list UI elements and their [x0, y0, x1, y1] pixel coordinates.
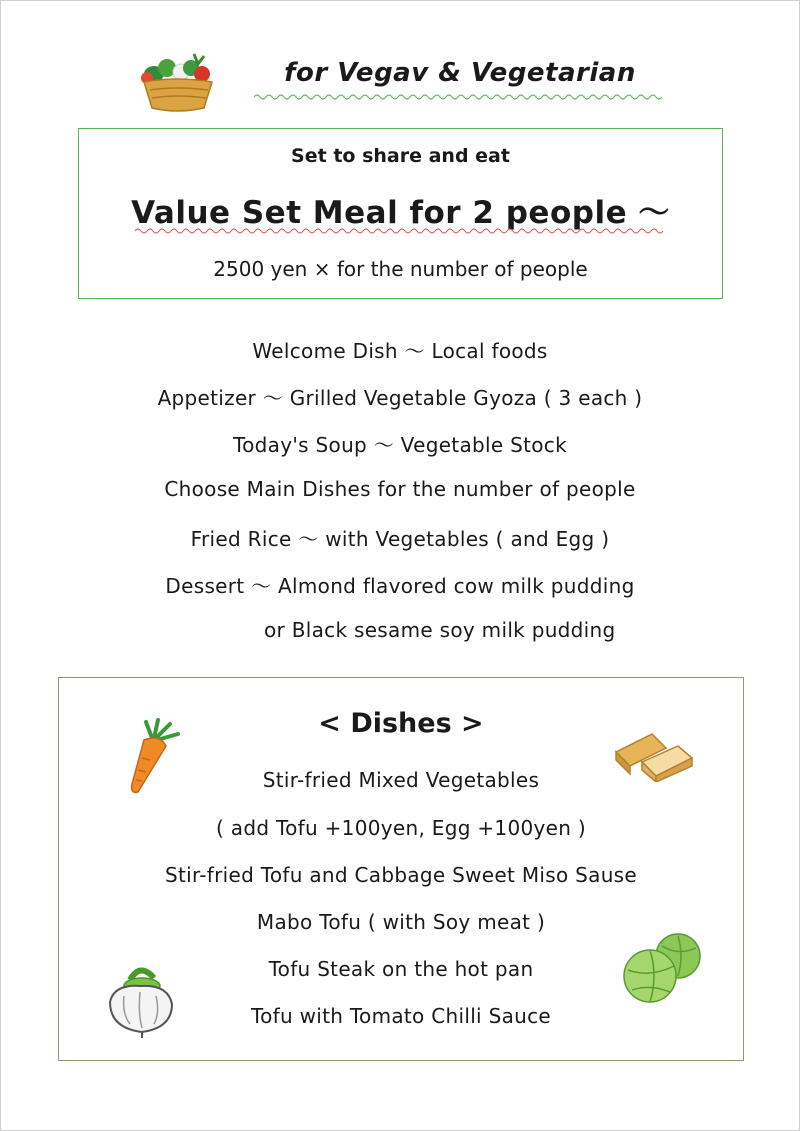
course-item-dessert: Dessert ～ Almond flavored cow milk pudding: [165, 574, 635, 598]
fried-tofu-icon: [612, 726, 696, 782]
set-meal-box: [78, 128, 723, 299]
course-item-welcome: Welcome Dish ～ Local foods: [252, 339, 548, 363]
course-item-soup: Today's Soup ～ Vegetable Stock: [233, 433, 567, 457]
set-meal-title: Value Set Meal for 2 people ～: [131, 195, 670, 231]
set-meal-price: 2500 yen × for the number of people: [213, 257, 588, 281]
dish-item: Tofu with Tomato Chilli Sauce: [251, 1004, 551, 1028]
dish-item: Stir-fried Mixed Vegetables: [262, 768, 540, 792]
cabbage-icon: [620, 932, 706, 1004]
title-wavy-underline: [135, 227, 667, 235]
vegetable-basket-icon: [134, 50, 220, 114]
course-item-dessert-alt: or Black sesame soy milk pudding: [264, 618, 616, 642]
set-meal-subtitle: Set to share and eat: [291, 145, 510, 167]
dish-item: Stir-fried Tofu and Cabbage Sweet Miso Sause: [164, 863, 637, 887]
turnip-icon: [100, 962, 180, 1038]
course-item-fried-rice: Fried Rice ～ with Vegetables ( and Egg ): [190, 527, 610, 551]
dish-item-addon: ( add Tofu +100yen, Egg +100yen ): [216, 816, 586, 840]
dish-item: Mabo Tofu ( with Soy meat ): [256, 910, 546, 934]
menu-header-title: for Vegav & Vegetarian: [284, 58, 636, 88]
carrot-icon: [124, 718, 184, 796]
dish-item: Tofu Steak on the hot pan: [268, 957, 534, 981]
course-item-appetizer: Appetizer ～ Grilled Vegetable Gyoza ( 3 each ): [157, 386, 643, 410]
course-item-main: Choose Main Dishes for the number of people: [164, 477, 636, 501]
header-wavy-underline: [254, 93, 666, 101]
dishes-heading: < Dishes >: [318, 708, 484, 739]
